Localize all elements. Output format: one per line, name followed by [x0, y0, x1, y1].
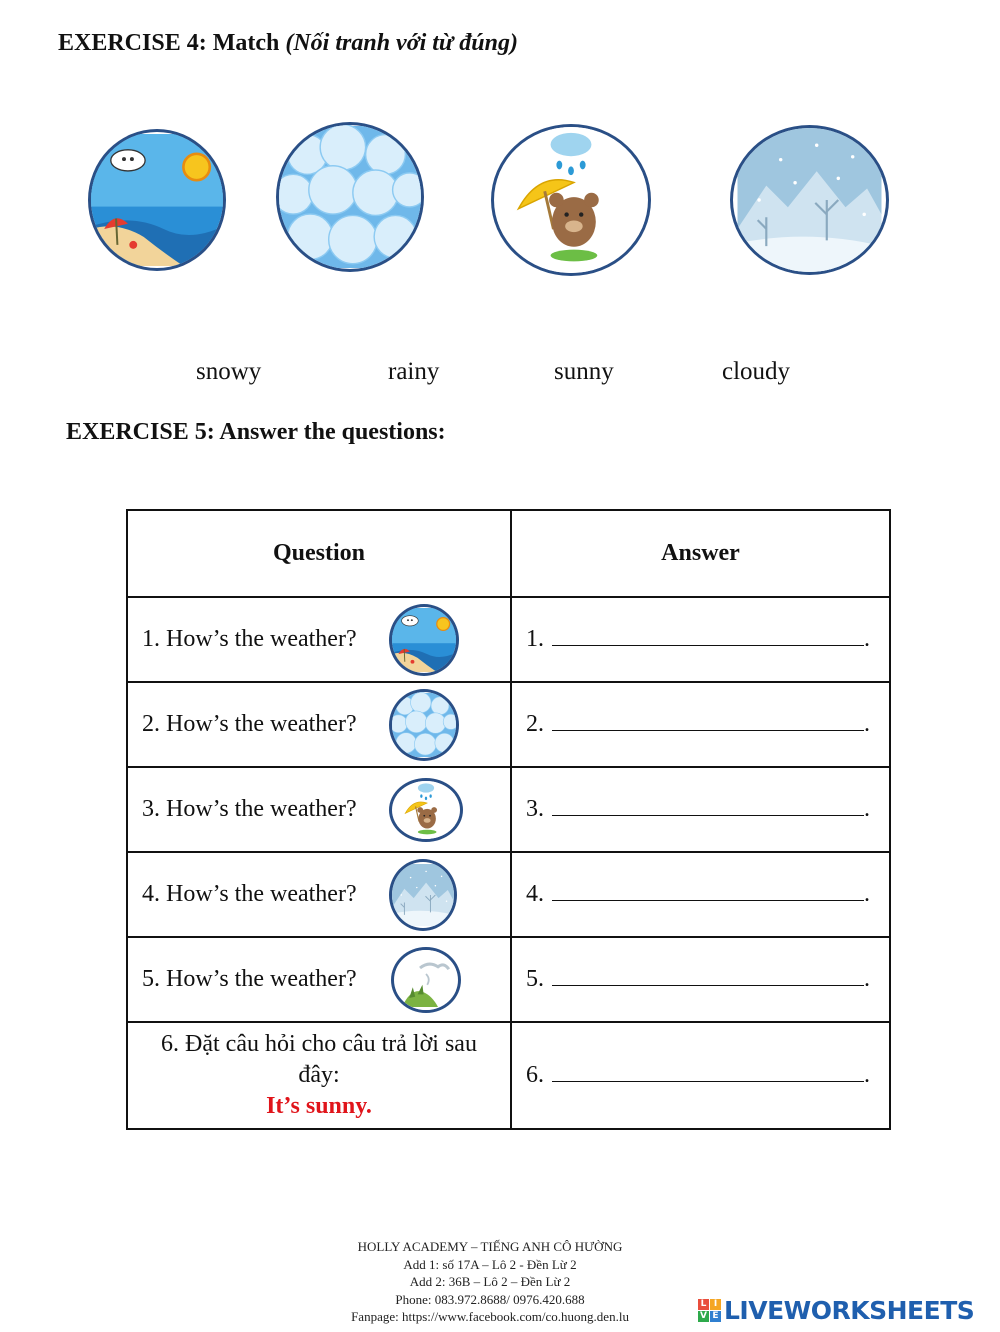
table-row	[127, 937, 890, 1022]
footer-line1: HOLLY ACADEMY – TIẾNG ANH CÔ HƯỜNG	[357, 1239, 623, 1254]
word-sunny[interactable]: sunny	[554, 358, 614, 385]
answer-end: .	[864, 711, 870, 737]
question-cell	[127, 937, 511, 1022]
answer-header: Answer	[511, 510, 890, 597]
snowy-landscape-icon[interactable]	[730, 125, 889, 275]
sunny-beach-icon[interactable]	[88, 129, 226, 271]
qa-table	[126, 509, 891, 1130]
table-row	[127, 767, 890, 852]
question-cell	[127, 852, 511, 937]
answer-number: 1.	[526, 626, 544, 652]
answer-number: 6.	[526, 1062, 544, 1088]
exercise-4-title-sub: (Nối tranh với từ đúng)	[285, 30, 518, 56]
answer-number: 5.	[526, 966, 544, 992]
answer-blank[interactable]	[552, 797, 864, 816]
question-text: 5. How’s the weather?	[142, 966, 357, 992]
answer-cell	[511, 937, 890, 1022]
answer-blank[interactable]	[552, 967, 864, 986]
footer-line5: Fanpage: https://www.facebook.com/co.huong.den.lu	[351, 1309, 629, 1324]
question-text-line2: đây:	[298, 1062, 340, 1088]
liveworksheets-logo[interactable]	[698, 1296, 998, 1328]
rainy-bear-icon	[389, 778, 463, 842]
answer-end: .	[864, 626, 870, 652]
footer-line3: Add 2: 36B – Lô 2 – Đền Lừ 2	[409, 1274, 571, 1289]
windy-hill-icon	[391, 947, 461, 1013]
table-row	[127, 597, 890, 682]
question-cell	[127, 1022, 511, 1129]
table-header-row	[127, 510, 890, 597]
word-cloudy[interactable]: cloudy	[722, 358, 791, 385]
question-header: Question	[127, 510, 511, 597]
answer-cell	[511, 597, 890, 682]
word-snowy[interactable]: snowy	[196, 358, 262, 385]
cloudy-sky-icon[interactable]	[276, 122, 424, 272]
answer-blank[interactable]	[552, 712, 864, 731]
rainy-bear-icon[interactable]	[491, 124, 651, 276]
word-rainy[interactable]: rainy	[388, 358, 440, 385]
question-text: 3. How’s the weather?	[142, 796, 357, 822]
exercise-4-title	[58, 30, 518, 57]
answer-number: 2.	[526, 711, 544, 737]
logo-blocks-icon: L I V E	[698, 1299, 722, 1323]
question-cell	[127, 767, 511, 852]
answer-number: 3.	[526, 796, 544, 822]
table-row	[127, 852, 890, 937]
answer-cell	[511, 767, 890, 852]
footer	[270, 1238, 710, 1326]
footer-line4: Phone: 083.972.8688/ 0976.420.688	[395, 1291, 585, 1307]
answer-end: .	[864, 1062, 870, 1088]
answer-cell	[511, 682, 890, 767]
answer-blank[interactable]	[552, 882, 864, 901]
cloudy-sky-icon	[389, 689, 459, 761]
question-text-line1: 6. Đặt câu hỏi cho câu trả lời sau	[161, 1031, 477, 1057]
question-text: 1. How’s the weather?	[142, 626, 357, 652]
answer-end: .	[864, 966, 870, 992]
answer-blank[interactable]	[552, 1063, 864, 1082]
answer-cell	[511, 852, 890, 937]
sunny-beach-icon	[389, 604, 459, 676]
snowy-landscape-icon	[389, 859, 457, 931]
question-cell	[127, 597, 511, 682]
answer-blank[interactable]	[552, 627, 864, 646]
table-row	[127, 682, 890, 767]
question-text: 2. How’s the weather?	[142, 711, 357, 737]
given-answer: It’s sunny.	[266, 1093, 372, 1119]
question-text: 4. How’s the weather?	[142, 881, 357, 907]
exercise-4-title-main: EXERCISE 4: Match	[58, 30, 286, 56]
exercise-5-title: EXERCISE 5: Answer the questions:	[66, 419, 446, 445]
answer-end: .	[864, 796, 870, 822]
answer-number: 4.	[526, 881, 544, 907]
footer-line2: Add 1: số 17A – Lô 2 - Đền Lừ 2	[403, 1256, 577, 1272]
question-cell	[127, 682, 511, 767]
table-row	[127, 1022, 890, 1129]
answer-cell	[511, 1022, 890, 1129]
answer-end: .	[864, 881, 870, 907]
logo-text: LIVEWORKSHEETS	[724, 1296, 975, 1325]
